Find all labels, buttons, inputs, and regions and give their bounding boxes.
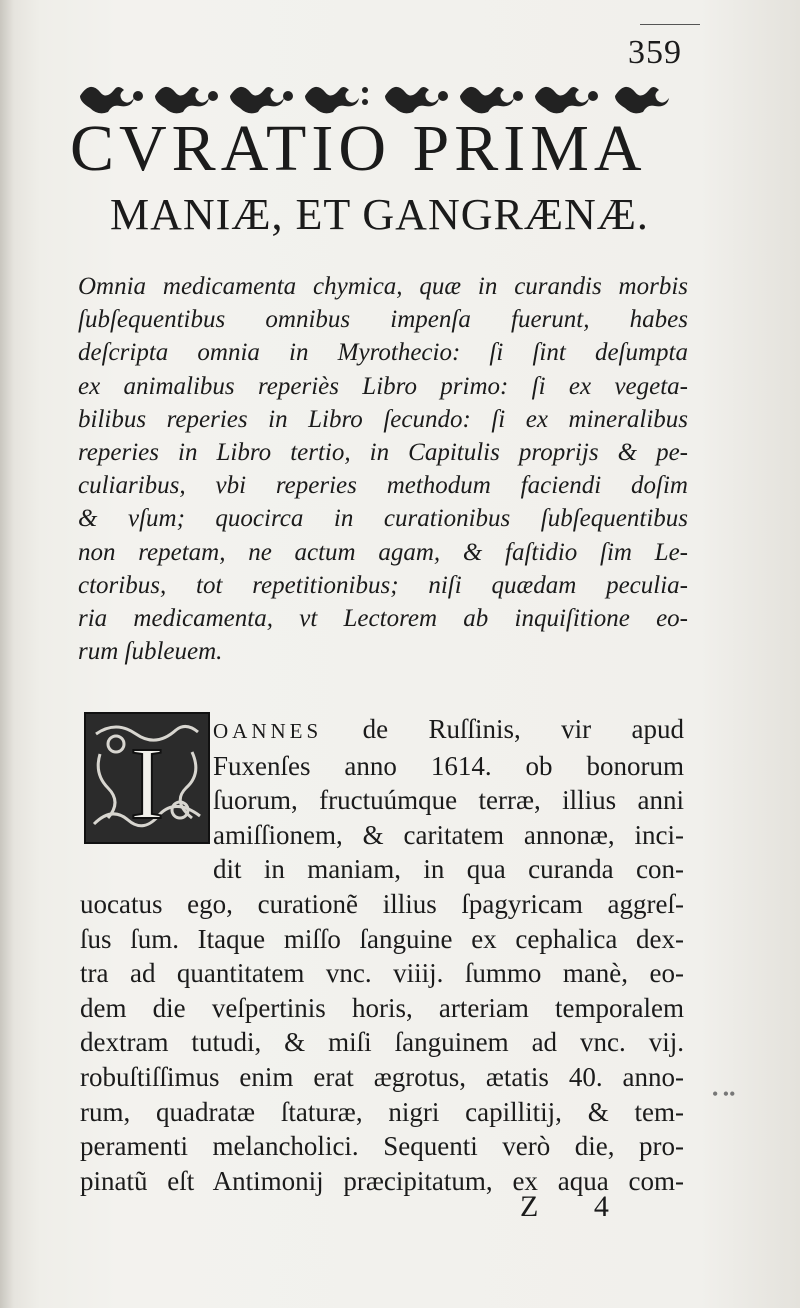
body-line <box>213 712 684 749</box>
body-line: rum, quadratæ ſtaturæ, nigri capillitij, & tem- <box>80 1096 684 1127</box>
first-line-rest: de Ruſſinis, vir apud <box>362 714 685 744</box>
body-line: dit in maniam, in qua curanda con- <box>213 854 684 885</box>
chapter-subtitle: MANIÆ, ET GANGRÆNÆ. <box>110 190 649 239</box>
body-line: amiſſionem, & caritatem annonæ, inci- <box>213 819 684 850</box>
preface-line: deſcripta omnia in Myrothecio: ſi ſint deſumpta <box>78 339 688 367</box>
body-line: ſus ſum. Itaque miſſo ſanguine ex cephalica dex- <box>80 923 684 954</box>
signature-mark: Z 4 <box>520 1190 633 1223</box>
preface-line: Omnia medicamenta chymica, quæ in curandis morbis <box>78 273 688 300</box>
preface-line: ria medicamenta, vt Lectorem ab inquiſitione eo- <box>78 605 688 633</box>
preface-paragraph <box>78 270 688 668</box>
preface-line: non repetam, ne actum agam, & faſtidio ſim Le- <box>78 538 688 566</box>
body-line: pinatũ eſt Antimonij præcipitatum, ex aqua com- <box>80 1165 684 1196</box>
preface-line: reperies in Libro tertio, in Capitulis proprijs & pe- <box>78 439 688 467</box>
ornamental-border-icon <box>78 76 682 116</box>
first-word-smallcaps: OANNES <box>213 719 323 743</box>
body-line: ſuorum, fructuúmque terræ, illius anni <box>213 785 684 816</box>
chapter-title: CVRATIO PRIMA <box>70 112 647 185</box>
preface-line: rum ſubleuem. <box>78 638 223 666</box>
body-paragraph <box>80 712 684 1198</box>
body-line: dem die veſpertinis horis, arteriam temporalem <box>80 992 684 1023</box>
ink-spots-icon: • •• <box>712 1084 736 1104</box>
preface-line: ex animalibus reperiès Libro primo: ſi ex vegeta- <box>78 372 688 400</box>
preface-line: & vſum; quocirca in curationibus ſubſequentibus <box>78 505 688 533</box>
preface-line: culiaribus, vbi reperies methodum faciendi doſim <box>78 472 688 500</box>
preface-line: bilibus reperies in Libro ſecundo: ſi ex mineralibus <box>78 405 688 433</box>
body-line: dextram tutudi, & miſi ſanguinem ad vnc. vij. <box>80 1027 684 1058</box>
preface-line: ctoribus, tot repetitionibus; niſi quædam peculia- <box>78 571 688 599</box>
drop-cap-letter: I <box>129 726 165 841</box>
body-line: tra ad quantitatem vnc. viiij. ſummo manè, eo- <box>80 958 684 989</box>
body-line: uocatus ego, curationẽ illius ſpagyricam aggreſ- <box>80 888 684 919</box>
preface-line: ſubſequentibus omnibus impenſa fuerunt, habes <box>78 306 688 334</box>
body-line: Fuxenſes anno 1614. ob bonorum <box>213 750 684 781</box>
top-rule <box>640 24 700 25</box>
body-line: robuſtiſſimus enim erat ægrotus, ætatis 40. anno- <box>80 1061 684 1092</box>
body-line: peramenti melancholici. Sequenti verò die, pro- <box>80 1131 684 1162</box>
page-number: 359 <box>628 34 682 71</box>
